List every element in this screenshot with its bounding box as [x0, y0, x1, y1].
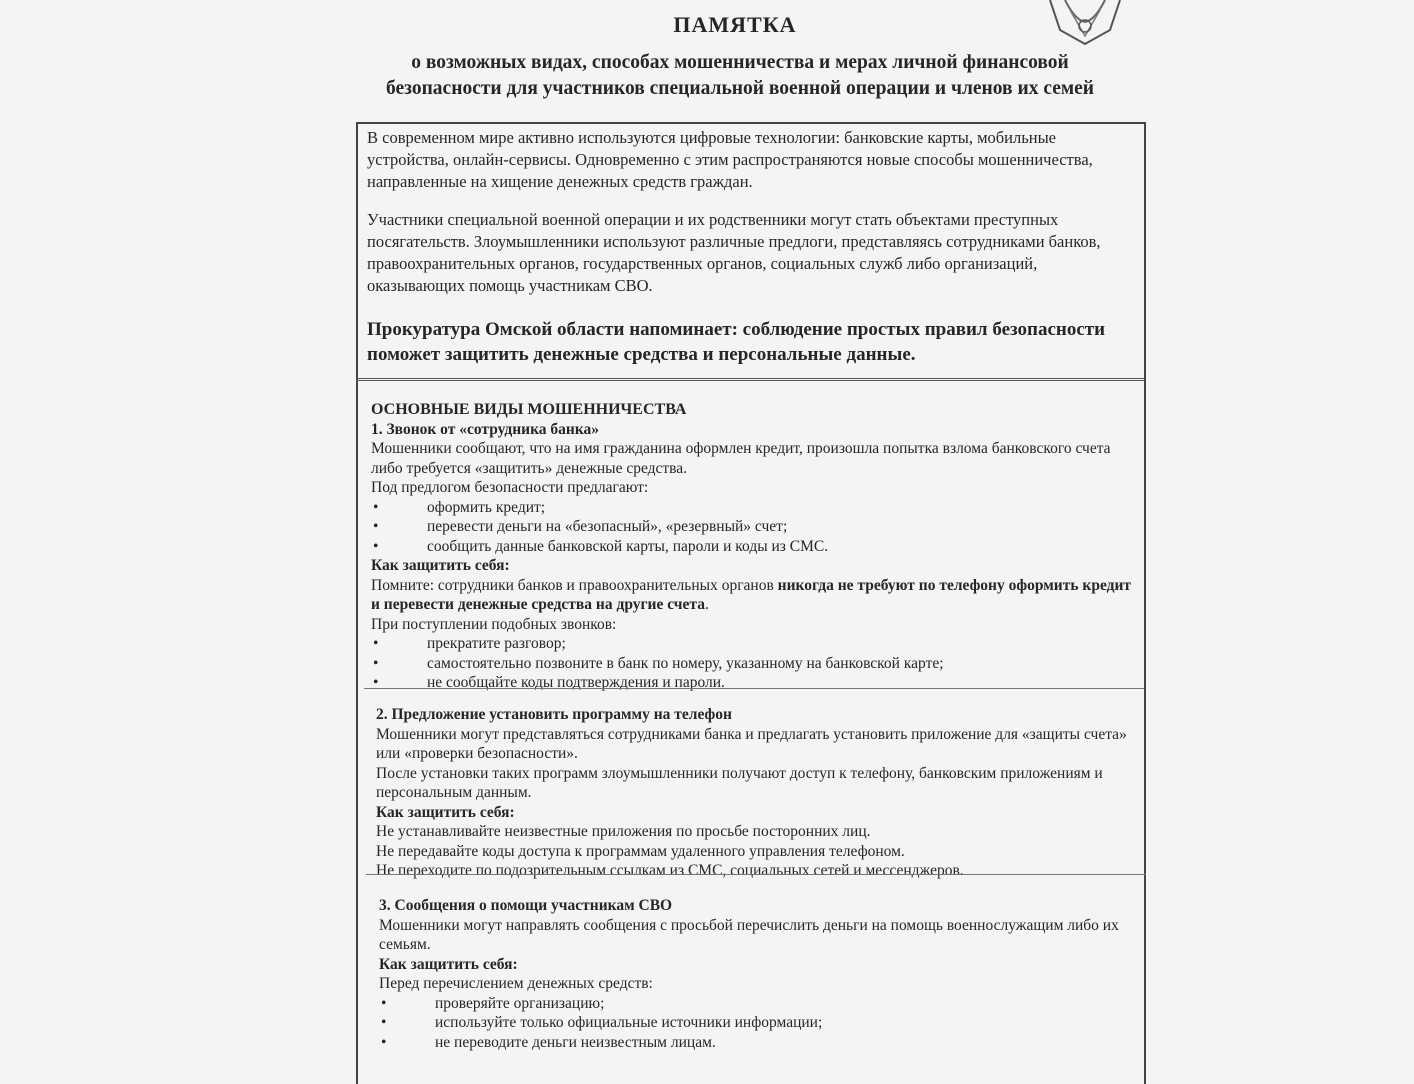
section-2-text-2: После установки таких программ злоумышленники получают доступ к телефону, банковским приложениям и персональным данным.	[376, 764, 1103, 801]
subtitle-line-2: безопасности для участников специальной военной операции и членов их семей	[385, 78, 1095, 99]
fraud-section-2	[376, 705, 1141, 881]
section-1-list	[371, 498, 1141, 557]
section-2-line: Не переходите по подозрительным ссылкам из СМС, социальных сетей и мессенджеров.	[376, 862, 964, 879]
section-1-protect-heading: Как защитить себя:	[371, 557, 510, 574]
section-2-title: 2. Предложение установить программу на телефон	[376, 706, 732, 723]
section-2-line: Не устанавливайте неизвестные приложения по просьбе посторонних лиц.	[376, 823, 871, 840]
list-item: • самостоятельно позвоните в банк по номеру, указанному на банковской карте;	[373, 654, 944, 672]
section-1-pretext: Под предлогом безопасности предлагают:	[371, 479, 649, 496]
intro-paragraph-2: Участники специальной военной операции и их родственники могут стать объектами преступных посягательств. Злоумышленники используют различные предлоги, представляясь сотрудниками банков, правоохранительных органов, государственных органов, социальных служб либо организаций, оказывающих помощь участникам СВО.	[367, 210, 1101, 295]
section-2-protect-heading: Как защитить себя:	[376, 803, 515, 821]
list-item: • используйте только официальные источники информации;	[381, 1014, 823, 1031]
document-title: ПАМЯТКА	[673, 12, 797, 37]
section-divider	[356, 378, 1144, 381]
section-2-text-1: Мошенники могут представляться сотрудниками банка и предлагать установить приложение для «защиты счета» или «проверки безопасности».	[376, 725, 1127, 762]
list-item: • перевести деньги на «безопасный», «резервный» счет;	[373, 518, 788, 535]
document-subtitle	[320, 50, 1160, 102]
section-separator	[364, 688, 1144, 689]
list-item: • сообщить данные банковской карты, пароли и коды из СМС.	[373, 537, 829, 555]
list-item: • не сообщайте коды подтверждения и пароли.	[373, 674, 725, 691]
section-3-pretext: Перед перечислением денежных средств:	[379, 975, 653, 992]
section-3-protect-heading: Как защитить себя:	[379, 955, 518, 973]
section-1-list-2	[371, 634, 1141, 693]
section-2-line: Не передавайте коды доступа к программам удаленного управления телефоном.	[376, 842, 905, 860]
list-item: • проверяйте организацию;	[381, 994, 605, 1012]
section-1-title: 1. Звонок от «сотрудника банка»	[371, 420, 600, 438]
section-3-list	[379, 994, 1144, 1053]
section-1-calls: При поступлении подобных звонков:	[371, 615, 617, 633]
list-item: • прекратите разговор;	[373, 635, 566, 652]
eagle-emblem-icon	[1030, 0, 1140, 46]
list-item: • оформить кредит;	[373, 498, 546, 516]
section-3-title: 3. Сообщения о помощи участникам СВО	[379, 897, 673, 914]
sections-heading: ОСНОВНЫЕ ВИДЫ МОШЕННИЧЕСТВА	[371, 401, 687, 418]
fraud-section-3	[379, 896, 1144, 1052]
subtitle-line-1: о возможных видах, способах мошенничества и мерах личной финансовой	[411, 52, 1069, 73]
intro-block	[367, 127, 1137, 383]
section-3-text: Мошенники могут направлять сообщения с просьбой перечислить деньги на помощь военнослужащим либо их семьям.	[379, 916, 1119, 953]
section-1-remember: Помните: сотрудники банков и правоохранительных органов никогда не требуют по телефону оформить кредит и перевести денежные средства на другие счета.	[371, 576, 1132, 613]
section-separator	[366, 874, 1146, 875]
list-item: • не переводите деньги неизвестным лицам.	[381, 1033, 716, 1051]
intro-paragraph-1: В современном мире активно используются цифровые технологии: банковские карты, мобильные устройства, онлайн-сервисы. Одновременно с этим распространяются новые способы мошенничества, направленные на хищение денежных средств граждан.	[367, 128, 1093, 191]
fraud-section-1	[371, 400, 1141, 693]
prosecutor-note: Прокуратура Омской области напоминает: соблюдение простых правил безопасности поможет защитить денежные средства и персональные данные.	[367, 319, 1106, 365]
section-1-text: Мошенники сообщают, что на имя гражданина оформлен кредит, произошла попытка взлома банковского счета либо требуется «защитить» денежные средства.	[371, 440, 1111, 477]
